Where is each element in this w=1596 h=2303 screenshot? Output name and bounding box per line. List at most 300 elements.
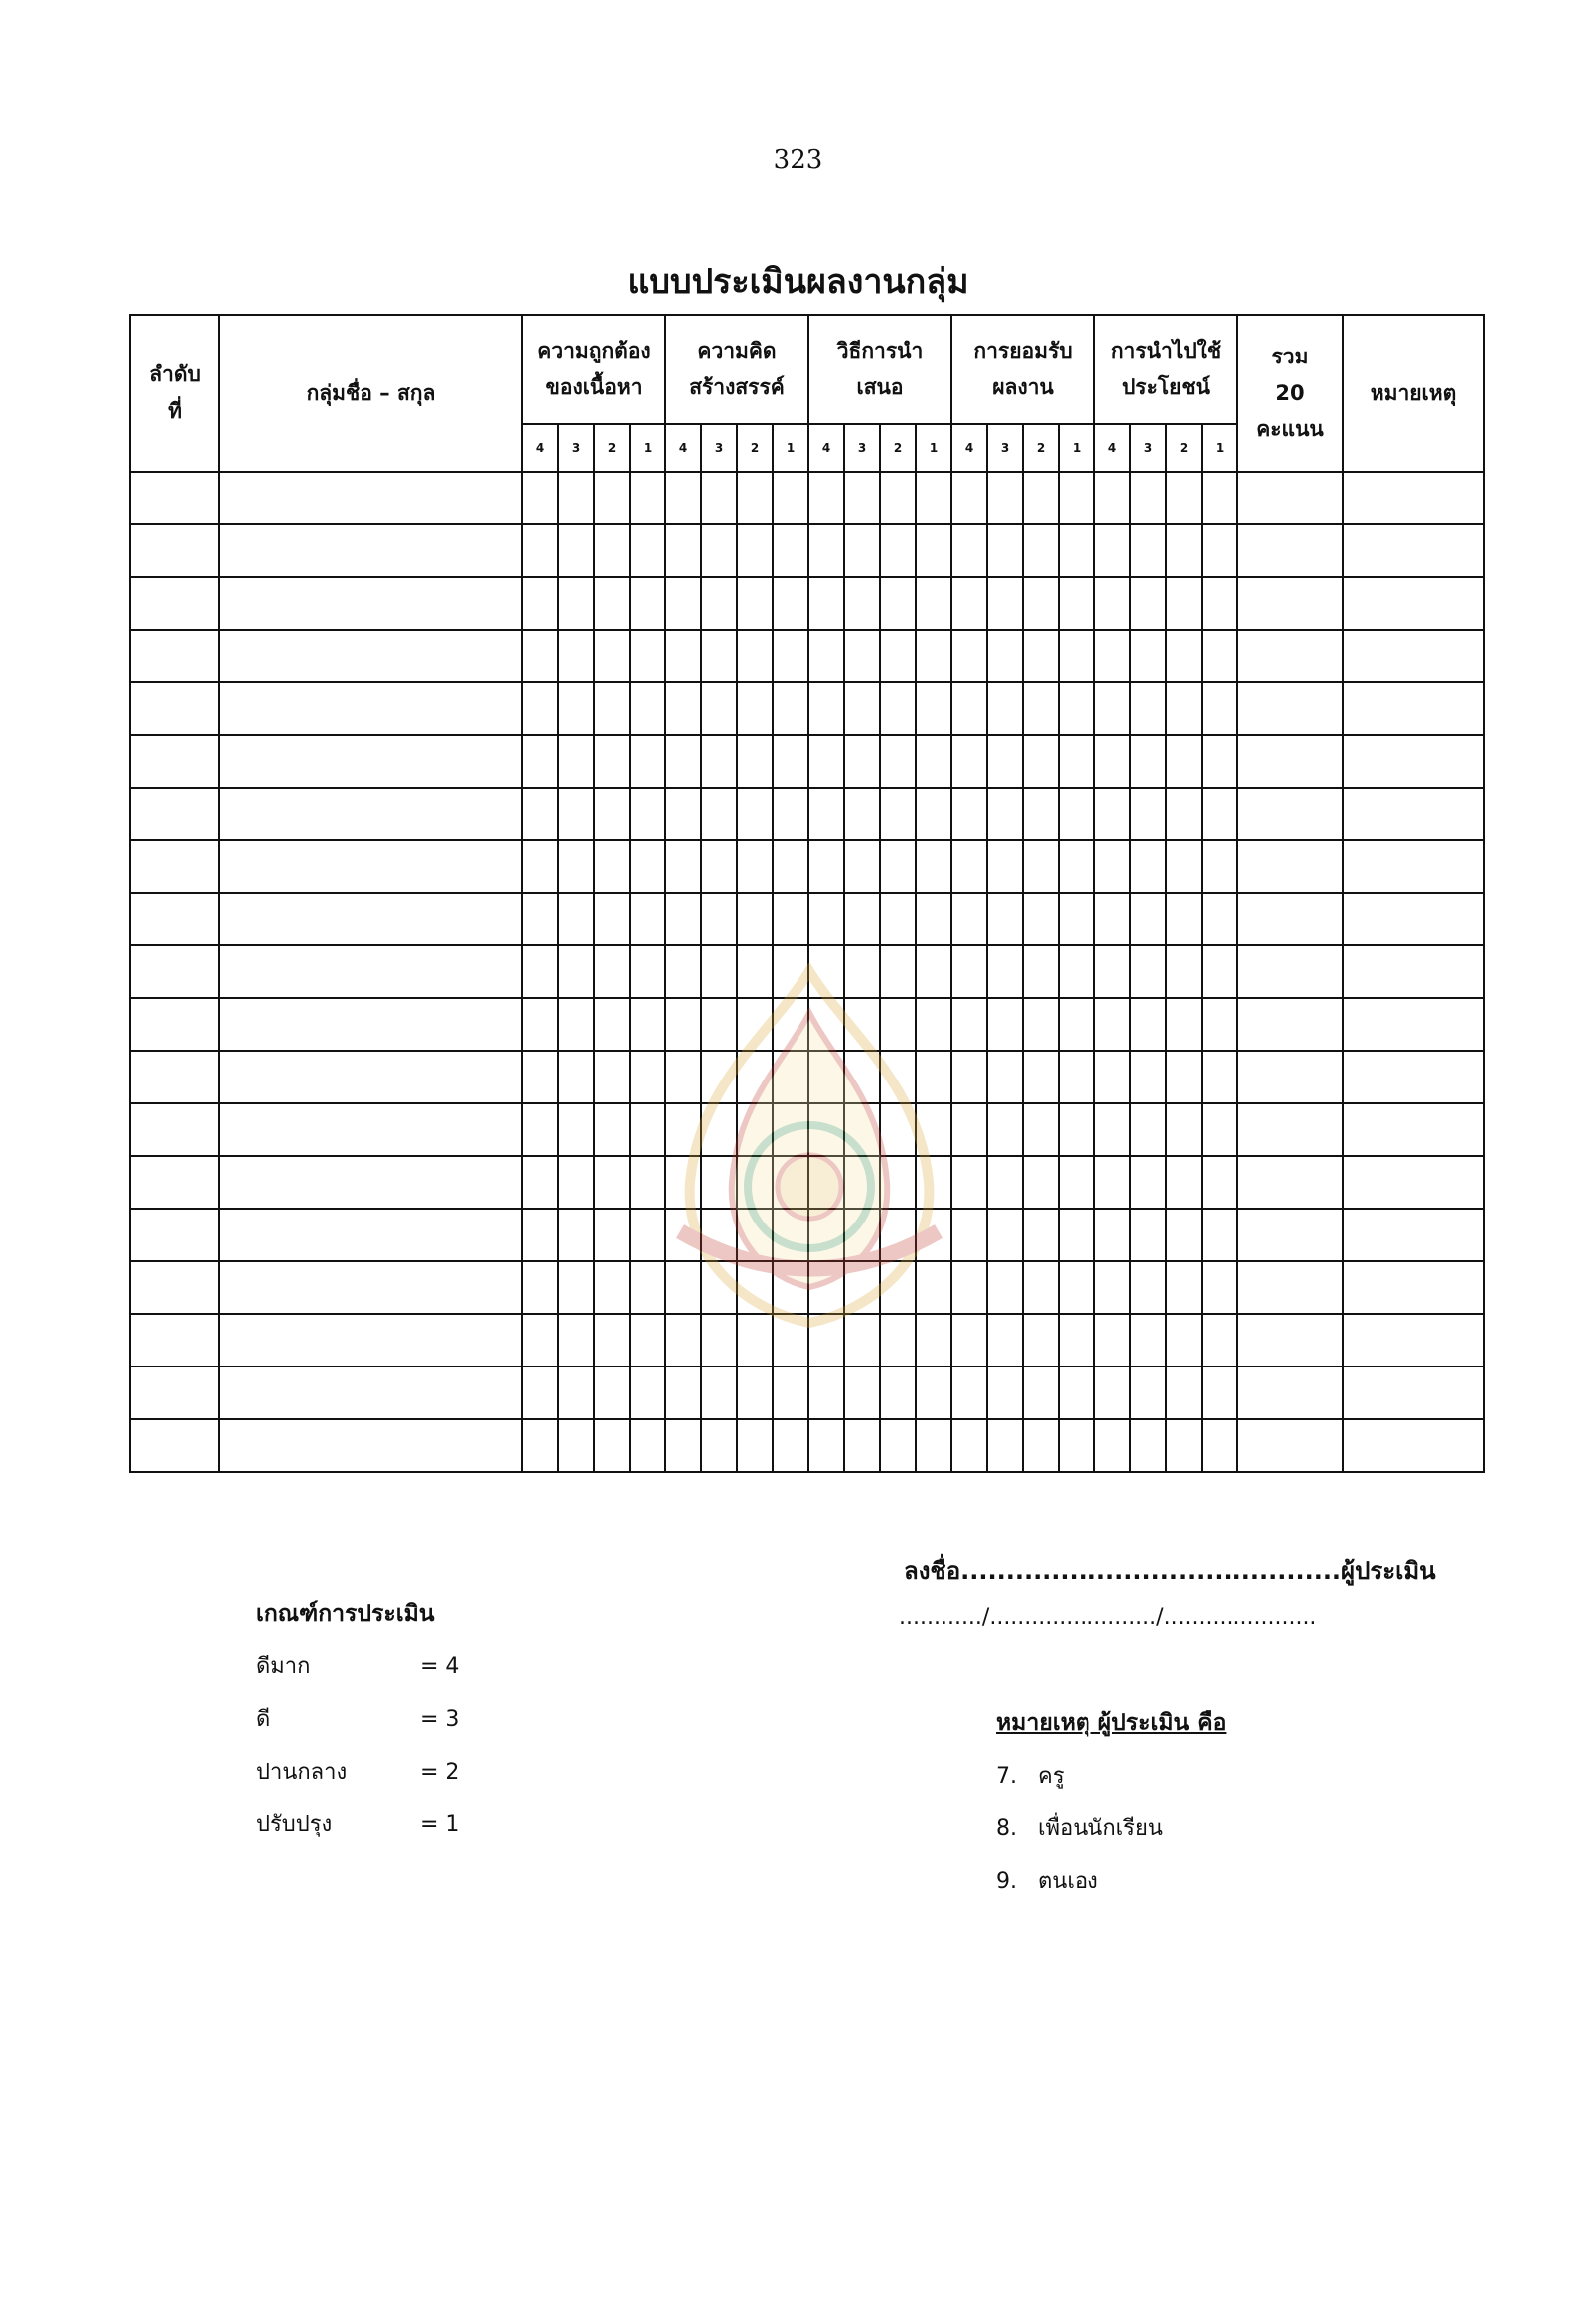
table-cell (630, 1209, 665, 1261)
table-cell (1023, 735, 1059, 788)
table-cell (844, 840, 880, 893)
criteria-value: = 4 (420, 1655, 460, 1679)
table-cell (916, 998, 951, 1051)
table-cell (219, 893, 522, 945)
table-cell (594, 1419, 630, 1472)
table-cell (1023, 1367, 1059, 1419)
table-cell (1023, 840, 1059, 893)
table-cell (1202, 577, 1237, 630)
table-cell (522, 893, 558, 945)
table-cell (522, 998, 558, 1051)
table-cell (951, 682, 987, 735)
table-cell (808, 524, 844, 577)
table-cell (916, 840, 951, 893)
table-cell (1343, 1051, 1484, 1103)
score-level-cell: 2 (880, 424, 916, 472)
table-cell (987, 1261, 1023, 1314)
table-cell (880, 1314, 916, 1367)
table-cell (951, 1209, 987, 1261)
evaluator-signature-line: ลงชื่อ..........................................ผู้ประเมิน (904, 1557, 1436, 1585)
table-cell (1237, 1103, 1343, 1156)
table-cell (987, 998, 1023, 1051)
table-cell (701, 788, 737, 840)
table-cell (1130, 1051, 1166, 1103)
table-cell (1343, 1367, 1484, 1419)
group-name-header: กลุ่มชื่อ – สกุล (219, 315, 522, 472)
table-cell (522, 1209, 558, 1261)
table-cell (594, 945, 630, 998)
table-cell (219, 1419, 522, 1472)
table-cell (558, 1103, 594, 1156)
table-cell (1166, 472, 1202, 524)
table-cell (1059, 1367, 1094, 1419)
table-cell (808, 998, 844, 1051)
table-cell (880, 840, 916, 893)
table-cell (773, 1419, 808, 1472)
table-cell (773, 577, 808, 630)
table-cell (665, 630, 701, 682)
table-cell (130, 1314, 219, 1367)
table-cell (1059, 1156, 1094, 1209)
table-cell (1094, 840, 1130, 893)
table-cell (951, 1261, 987, 1314)
table-cell (630, 1367, 665, 1419)
table-cell (1094, 1051, 1130, 1103)
table-cell (130, 577, 219, 630)
table-cell (219, 1367, 522, 1419)
table-cell (630, 630, 665, 682)
table-cell (1166, 1314, 1202, 1367)
table-cell (880, 524, 916, 577)
form-title: แบบประเมินผลงานกลุ่ม (627, 262, 969, 302)
table-cell (1202, 1209, 1237, 1261)
table-cell (880, 893, 916, 945)
table-cell (1202, 630, 1237, 682)
table-cell (1130, 682, 1166, 735)
criterion-header-line1: ความถูกต้อง (537, 339, 651, 363)
table-cell (844, 682, 880, 735)
table-cell (1059, 1103, 1094, 1156)
table-cell (219, 840, 522, 893)
table-cell (987, 1367, 1023, 1419)
table-cell (987, 1156, 1023, 1209)
table-cell (522, 630, 558, 682)
table-cell (737, 1103, 773, 1156)
table-cell (1202, 524, 1237, 577)
table-cell (844, 1314, 880, 1367)
table-cell (522, 682, 558, 735)
table-row (130, 1156, 1484, 1209)
table-cell (665, 1419, 701, 1472)
table-cell (844, 1419, 880, 1472)
table-cell (665, 893, 701, 945)
table-cell (558, 840, 594, 893)
table-cell (522, 1156, 558, 1209)
table-cell (844, 1156, 880, 1209)
table-cell (558, 1209, 594, 1261)
table-cell (808, 840, 844, 893)
criterion-header-line1: วิธีการนำ (836, 339, 924, 363)
table-cell (1166, 1051, 1202, 1103)
table-cell (701, 893, 737, 945)
table-cell (808, 1103, 844, 1156)
table-cell (1343, 788, 1484, 840)
table-row (130, 1209, 1484, 1261)
total-header (1237, 315, 1343, 472)
score-level-cell: 2 (1166, 424, 1202, 472)
table-cell (522, 1367, 558, 1419)
table-cell (951, 1419, 987, 1472)
table-cell (665, 1314, 701, 1367)
table-cell (1059, 577, 1094, 630)
table-cell (987, 945, 1023, 998)
table-cell (1166, 840, 1202, 893)
table-cell (1237, 1156, 1343, 1209)
table-row (130, 472, 1484, 524)
table-cell (665, 682, 701, 735)
table-row (130, 630, 1484, 682)
criterion-header-content-accuracy (522, 315, 665, 424)
table-cell (130, 998, 219, 1051)
table-cell (1130, 1419, 1166, 1472)
table-cell (808, 1314, 844, 1367)
table-cell (1130, 472, 1166, 524)
table-cell (1094, 945, 1130, 998)
table-cell (916, 788, 951, 840)
table-cell (987, 1419, 1023, 1472)
score-level-cell: 2 (737, 424, 773, 472)
criteria-value: = 2 (420, 1760, 460, 1785)
note-text: ครู (1038, 1764, 1065, 1789)
table-cell (773, 945, 808, 998)
table-cell (594, 630, 630, 682)
table-cell (701, 577, 737, 630)
table-row (130, 893, 1484, 945)
table-cell (1166, 945, 1202, 998)
table-row (130, 998, 1484, 1051)
table-cell (522, 840, 558, 893)
table-cell (737, 1209, 773, 1261)
table-cell (1094, 577, 1130, 630)
table-cell (594, 840, 630, 893)
score-level-cell: 1 (1059, 424, 1094, 472)
table-cell (1343, 840, 1484, 893)
table-cell (916, 682, 951, 735)
table-cell (665, 1103, 701, 1156)
table-cell (219, 630, 522, 682)
table-cell (701, 1103, 737, 1156)
table-cell (916, 472, 951, 524)
note-number: 9. (996, 1869, 1017, 1894)
page-number: 323 (773, 145, 823, 175)
score-level-cell: 3 (1130, 424, 1166, 472)
table-cell (1023, 472, 1059, 524)
criterion-header-creativity (665, 315, 808, 424)
table-cell (219, 1051, 522, 1103)
table-cell (130, 1367, 219, 1419)
table-cell (594, 788, 630, 840)
table-cell (594, 524, 630, 577)
table-cell (1202, 1367, 1237, 1419)
table-cell (594, 1367, 630, 1419)
table-cell (737, 788, 773, 840)
table-cell (219, 1209, 522, 1261)
table-cell (1059, 682, 1094, 735)
table-cell (773, 682, 808, 735)
note-text: ตนเอง (1038, 1869, 1098, 1894)
table-cell (1343, 945, 1484, 998)
table-cell (987, 1209, 1023, 1261)
table-cell (737, 1156, 773, 1209)
table-cell (594, 1314, 630, 1367)
table-cell (558, 682, 594, 735)
table-cell (630, 945, 665, 998)
table-cell (130, 630, 219, 682)
table-cell (522, 1419, 558, 1472)
table-cell (737, 945, 773, 998)
table-cell (558, 945, 594, 998)
table-cell (130, 840, 219, 893)
table-cell (594, 1051, 630, 1103)
table-cell (558, 630, 594, 682)
table-cell (665, 1367, 701, 1419)
table-cell (665, 735, 701, 788)
table-cell (1202, 945, 1237, 998)
table-cell (1059, 1419, 1094, 1472)
table-cell (1202, 1314, 1237, 1367)
table-cell (1094, 998, 1130, 1051)
table-cell (1237, 893, 1343, 945)
table-cell (1343, 630, 1484, 682)
table-cell (880, 1209, 916, 1261)
table-cell (1023, 998, 1059, 1051)
table-row (130, 682, 1484, 735)
evaluator-note-item (996, 1863, 1098, 1898)
table-cell (1343, 1103, 1484, 1156)
criteria-legend-item (256, 1806, 459, 1846)
table-cell (522, 945, 558, 998)
table-cell (987, 1051, 1023, 1103)
table-cell (1094, 1367, 1130, 1419)
table-cell (665, 945, 701, 998)
criterion-header-line2: ประโยชน์ (1121, 375, 1211, 399)
evaluation-table-wrapper (129, 314, 1485, 1473)
table-cell (951, 1314, 987, 1367)
table-cell (808, 1419, 844, 1472)
table-cell (630, 524, 665, 577)
table-cell (808, 788, 844, 840)
table-cell (1237, 682, 1343, 735)
table-cell (773, 893, 808, 945)
table-cell (844, 1209, 880, 1261)
table-cell (1343, 682, 1484, 735)
table-cell (594, 1103, 630, 1156)
table-row (130, 1261, 1484, 1314)
criteria-legend-item (256, 1649, 459, 1688)
table-cell (844, 998, 880, 1051)
table-cell (987, 893, 1023, 945)
table-cell (1059, 630, 1094, 682)
table-cell (1166, 998, 1202, 1051)
table-cell (951, 577, 987, 630)
table-cell (665, 524, 701, 577)
table-cell (701, 735, 737, 788)
table-cell (1023, 1156, 1059, 1209)
table-cell (219, 998, 522, 1051)
table-cell (808, 1051, 844, 1103)
table-cell (844, 735, 880, 788)
criteria-legend-heading: เกณฑ์การประเมิน (256, 1601, 435, 1627)
table-cell (916, 1051, 951, 1103)
table-cell (916, 1419, 951, 1472)
table-cell (1237, 1261, 1343, 1314)
table-cell (1130, 1209, 1166, 1261)
table-cell (1343, 524, 1484, 577)
table-cell (665, 472, 701, 524)
table-cell (1023, 524, 1059, 577)
table-cell (916, 1156, 951, 1209)
table-row (130, 788, 1484, 840)
table-cell (737, 577, 773, 630)
table-cell (1202, 682, 1237, 735)
table-cell (701, 630, 737, 682)
table-cell (1130, 524, 1166, 577)
table-cell (773, 524, 808, 577)
table-cell (808, 945, 844, 998)
table-cell (558, 735, 594, 788)
table-cell (1237, 788, 1343, 840)
table-cell (1059, 524, 1094, 577)
table-cell (665, 1261, 701, 1314)
table-cell (665, 788, 701, 840)
table-cell (522, 472, 558, 524)
table-cell (594, 998, 630, 1051)
table-cell (808, 577, 844, 630)
table-cell (808, 1209, 844, 1261)
score-level-cell: 2 (1023, 424, 1059, 472)
table-cell (1237, 1419, 1343, 1472)
table-cell (130, 1209, 219, 1261)
table-cell (219, 945, 522, 998)
table-cell (130, 524, 219, 577)
table-cell (594, 893, 630, 945)
table-cell (1202, 1103, 1237, 1156)
table-cell (1343, 1156, 1484, 1209)
table-cell (951, 735, 987, 788)
table-cell (630, 1051, 665, 1103)
score-level-cell: 1 (773, 424, 808, 472)
table-cell (701, 1051, 737, 1103)
table-cell (630, 1156, 665, 1209)
table-cell (1094, 735, 1130, 788)
table-cell (1130, 577, 1166, 630)
table-cell (701, 1314, 737, 1367)
table-cell (1343, 893, 1484, 945)
table-cell (844, 1051, 880, 1103)
table-cell (1202, 1261, 1237, 1314)
criteria-legend-item (256, 1754, 459, 1794)
table-cell (594, 577, 630, 630)
note-number: 8. (996, 1816, 1017, 1841)
score-level-cell: 3 (558, 424, 594, 472)
table-cell (916, 735, 951, 788)
table-cell (951, 788, 987, 840)
table-cell (1166, 1209, 1202, 1261)
table-cell (1343, 577, 1484, 630)
table-cell (1166, 735, 1202, 788)
table-cell (737, 630, 773, 682)
table-cell (737, 524, 773, 577)
table-cell (1059, 788, 1094, 840)
table-cell (130, 1051, 219, 1103)
table-row (130, 945, 1484, 998)
order-header (130, 315, 219, 472)
criteria-legend-item (256, 1701, 459, 1741)
table-cell (1094, 630, 1130, 682)
table-cell (630, 472, 665, 524)
table-cell (558, 1367, 594, 1419)
table-cell (558, 893, 594, 945)
table-cell (737, 1367, 773, 1419)
table-cell (1237, 840, 1343, 893)
table-cell (630, 577, 665, 630)
table-cell (1166, 577, 1202, 630)
table-cell (1094, 893, 1130, 945)
table-cell (558, 1419, 594, 1472)
table-cell (1202, 735, 1237, 788)
table-cell (522, 735, 558, 788)
table-cell (630, 893, 665, 945)
table-cell (1023, 1051, 1059, 1103)
table-cell (1023, 1261, 1059, 1314)
table-cell (1202, 840, 1237, 893)
table-cell (1094, 1209, 1130, 1261)
table-cell (1237, 524, 1343, 577)
table-cell (916, 630, 951, 682)
table-cell (1166, 1156, 1202, 1209)
table-row (130, 1419, 1484, 1472)
table-cell (1023, 1419, 1059, 1472)
score-level-cell: 1 (916, 424, 951, 472)
table-cell (737, 1261, 773, 1314)
score-level-cell: 3 (987, 424, 1023, 472)
table-cell (737, 1314, 773, 1367)
table-cell (916, 1314, 951, 1367)
table-cell (701, 524, 737, 577)
total-header-line2: 20 (1275, 380, 1305, 405)
table-cell (916, 1103, 951, 1156)
table-cell (1130, 945, 1166, 998)
table-cell (558, 1314, 594, 1367)
score-level-cell: 4 (951, 424, 987, 472)
criterion-header-line2: เสนอ (856, 375, 904, 399)
table-cell (1094, 472, 1130, 524)
table-cell (1094, 1314, 1130, 1367)
table-cell (1166, 788, 1202, 840)
table-cell (219, 472, 522, 524)
table-cell (1023, 945, 1059, 998)
table-cell (1237, 1051, 1343, 1103)
table-cell (916, 945, 951, 998)
table-cell (737, 998, 773, 1051)
evaluator-note-heading: หมายเหตุ ผู้ประเมิน คือ (996, 1710, 1227, 1736)
table-cell (219, 682, 522, 735)
table-cell (558, 1051, 594, 1103)
table-cell (987, 1314, 1023, 1367)
table-row (130, 1367, 1484, 1419)
table-cell (630, 682, 665, 735)
table-cell (1059, 840, 1094, 893)
